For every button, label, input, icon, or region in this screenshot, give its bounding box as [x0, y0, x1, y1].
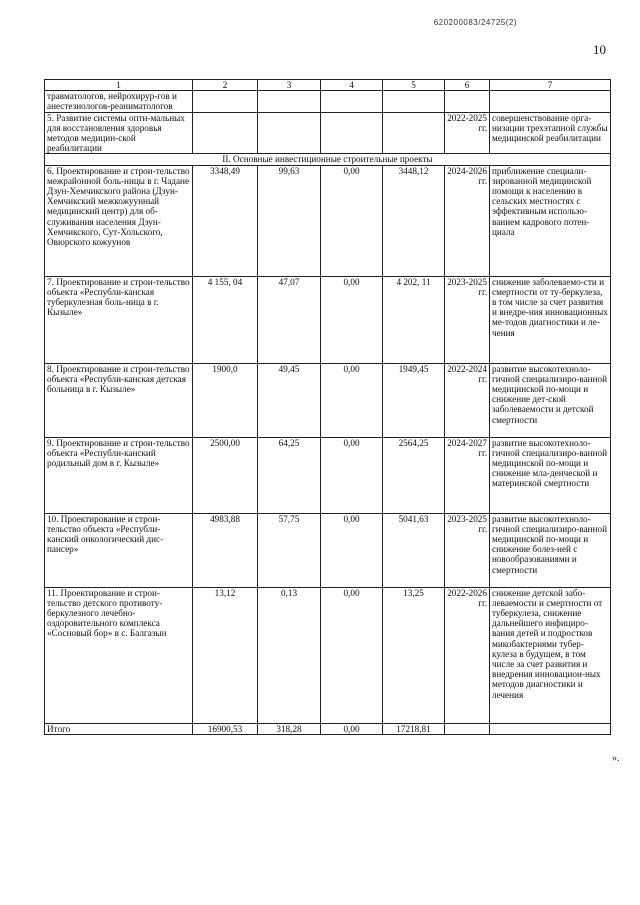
value-cell [321, 112, 383, 154]
measure-name: 11. Проектирование и строи-тельство детского противоту-беркулезного лечебно-оздоровительного комплекса «Сосновый бор» в с. Балгазын [45, 587, 193, 723]
table-row [45, 91, 611, 112]
measure-name: 7. Проектирование и строи-тельство объекта «Республи-канская туберкулезная боль-ница в г. Кызыле» [45, 276, 193, 363]
value-cell: 1949,45 [383, 363, 445, 437]
total-value: 0,00 [321, 723, 383, 734]
result-cell: приближение специали-зированной медицинской помощи к населению в сельских местностях с эффективным использо-ванием кадрового потен-циала [490, 165, 611, 276]
measure-name: 6. Проектирование и строи-тельство межрайонной боль-ницы в г. Чадане Дзун-Хемчикского района (Дзун-Хемчикский межкожуунный медицинский центр) для об-служивания населения Дзун-Хемчикского, Сут-Хольского, Овюрского кожуунов [45, 165, 193, 276]
table-row [45, 587, 611, 723]
total-period [445, 723, 490, 734]
period-cell: 2024-2027 гг. [445, 437, 490, 513]
value-cell: 2500,00 [193, 437, 258, 513]
period-cell: 2024-2026 гг. [445, 165, 490, 276]
value-cell: 3448,12 [383, 165, 445, 276]
value-cell: 0,00 [321, 437, 383, 513]
result-cell: снижение детской забо-леваемости и смертности от туберкулеза, снижение дальнейшего инфициро-вания детей и подростков микобактериями тубер-кулеза в будущем, в том числе за счет развития и внедрения инновацион-ных методов диагностики и лечения [490, 587, 611, 723]
result-cell: совершенствование орга-низации трехэтапной службы медицинской реабилитации [490, 112, 611, 154]
value-cell: 1900,0 [193, 363, 258, 437]
result-cell: снижение заболеваемо-сти и смертности от ту-беркулеза, в том числе за счет развития и внедре-ния инновационных ме-тодов диагностики и ле-чения [490, 276, 611, 363]
table-row [45, 437, 611, 513]
value-cell [193, 91, 258, 112]
table-row [45, 112, 611, 154]
value-cell [321, 91, 383, 112]
table-row [45, 363, 611, 437]
section-title: II. Основные инвестиционные строительные проекты [45, 154, 611, 165]
result-cell: развитие высокотехноло-гичной специализиро-ванной медицинской по-мощи и снижение дет-ской заболеваемости и детской смертности [490, 363, 611, 437]
column-header: 4 [321, 80, 383, 91]
value-cell: 4 202, 11 [383, 276, 445, 363]
table-row [45, 513, 611, 587]
value-cell: 13,12 [193, 587, 258, 723]
value-cell [383, 91, 445, 112]
section-row [45, 154, 611, 165]
result-cell: развитие высокотехноло-гичной специализиро-ванной медицинской по-мощи и снижение мла-денческой и материнской смертности [490, 437, 611, 513]
measure-name: 5. Развитие системы опти-мальных для восстановления здоровья методов медицин-ской реабилитации [45, 112, 193, 154]
result-cell: развитие высокотехноло-гичной специализиро-ванной медицинской по-мощи и снижение болез-ней с новообразованиями и смертности [490, 513, 611, 587]
value-cell [258, 91, 321, 112]
page-number: 10 [593, 42, 606, 57]
value-cell: 4983,88 [193, 513, 258, 587]
value-cell: 47,07 [258, 276, 321, 363]
value-cell [193, 112, 258, 154]
total-row [45, 723, 611, 734]
result-cell [490, 91, 611, 112]
measure-name: 10. Проектирование и строи-тельство объекта «Республи-канский онкологический дис-пансер» [45, 513, 193, 587]
period-cell: 2022-2025 гг. [445, 112, 490, 154]
value-cell: 0,13 [258, 587, 321, 723]
value-cell: 0,00 [321, 513, 383, 587]
value-cell: 13,25 [383, 587, 445, 723]
column-header: 2 [193, 80, 258, 91]
table-row [45, 165, 611, 276]
column-header: 5 [383, 80, 445, 91]
closing-quote: ». [612, 753, 620, 764]
value-cell: 49,45 [258, 363, 321, 437]
period-cell: 2023-2025 гг. [445, 513, 490, 587]
total-value: 318,28 [258, 723, 321, 734]
measure-name: 8. Проектирование и строи-тельство объекта «Республи-канская детская больница в г. Кызыле» [45, 363, 193, 437]
column-number-row [45, 80, 611, 91]
value-cell: 99,63 [258, 165, 321, 276]
program-table [44, 79, 611, 735]
value-cell: 0,00 [321, 165, 383, 276]
value-cell: 0,00 [321, 363, 383, 437]
column-header: 7 [490, 80, 611, 91]
period-cell: 2022-2024 гг. [445, 363, 490, 437]
total-value: 16900,53 [193, 723, 258, 734]
period-cell: 2022-2026 гг. [445, 587, 490, 723]
value-cell: 0,00 [321, 587, 383, 723]
measure-name: травматологов, нейрохирур-гов и анестезиологов-реаниматологов [45, 91, 193, 112]
value-cell: 3348,49 [193, 165, 258, 276]
value-cell: 64,25 [258, 437, 321, 513]
total-label: Итого [45, 723, 193, 734]
value-cell: 0,00 [321, 276, 383, 363]
value-cell: 2564,25 [383, 437, 445, 513]
column-header: 1 [45, 80, 193, 91]
period-cell: 2023-2025 гг. [445, 276, 490, 363]
value-cell: 57,75 [258, 513, 321, 587]
period-cell [445, 91, 490, 112]
total-value: 17218,81 [383, 723, 445, 734]
measure-name: 9. Проектирование и строи-тельство объекта «Республи-канский родильный дом в г. Кызыле» [45, 437, 193, 513]
column-header: 3 [258, 80, 321, 91]
value-cell: 4 155, 04 [193, 276, 258, 363]
table-row [45, 276, 611, 363]
total-result [490, 723, 611, 734]
column-header: 6 [445, 80, 490, 91]
document-id: 620200083/24725(2) [433, 18, 517, 27]
value-cell [258, 112, 321, 154]
value-cell: 5041,63 [383, 513, 445, 587]
value-cell [383, 112, 445, 154]
